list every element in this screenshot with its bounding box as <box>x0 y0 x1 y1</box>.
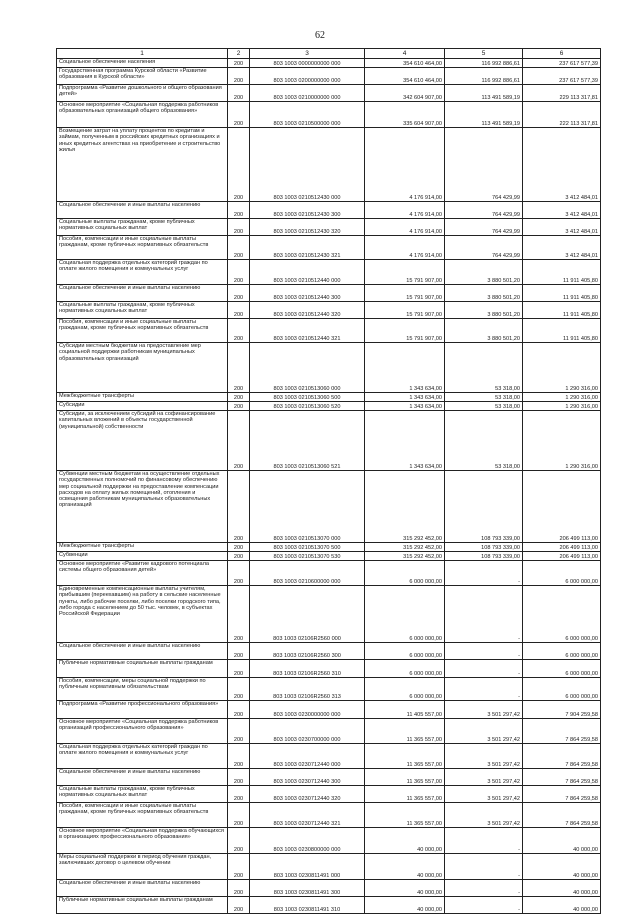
row-approved-amount-cell: 315 292 452,00 <box>365 471 445 543</box>
row-approved-amount-cell: 354 610 464,00 <box>365 59 445 68</box>
row-unexecuted-amount-cell: 7 904 259,58 <box>523 701 601 719</box>
row-admin-code-cell: 200 <box>228 85 250 102</box>
row-budget-code-cell: 803 1003 0210513070 000 <box>250 471 365 543</box>
row-approved-amount-cell: 354 610 464,00 <box>365 68 445 85</box>
row-name-cell: Субвенции <box>57 552 228 561</box>
row-name-cell: Социальная поддержка отдельных категорий граждан по оплате жилого помещения и коммунальных услуг <box>57 260 228 285</box>
row-name-cell: Пособия, компенсации, меры социальной поддержки по публичным нормативным обязательствам <box>57 678 228 701</box>
row-admin-code-cell: 200 <box>228 236 250 260</box>
row-budget-code-cell: 803 1003 0230712440 320 <box>250 786 365 803</box>
row-budget-code-cell: 803 1003 0230811491 310 <box>250 897 365 914</box>
table-row <box>57 786 601 803</box>
row-name-cell: Пособия, компенсации и иные социальные выплаты гражданам, кроме публичных нормативных обязательств <box>57 236 228 260</box>
row-approved-amount-cell: 11 365 557,00 <box>365 786 445 803</box>
row-name-cell: Субвенции местным бюджетам на осуществление отдельных государственных полномочий по финансовому обеспечению мер социальной поддержки на предоставление компенсации расходов на оплату жилых помещений, отопления и освещения работникам муниципальных образовательных организаций <box>57 471 228 543</box>
row-admin-code-cell: 200 <box>228 402 250 411</box>
row-admin-code-cell: 200 <box>228 343 250 393</box>
row-approved-amount-cell: 15 791 907,00 <box>365 319 445 343</box>
row-name-cell: Социальные выплаты гражданам, кроме публичных нормативных социальных выплат <box>57 302 228 319</box>
row-name-cell: Субсидии <box>57 402 228 411</box>
row-budget-code-cell: 803 1003 0210000000 000 <box>250 85 365 102</box>
row-name-cell: Социальное обеспечение и иные выплаты населению <box>57 285 228 302</box>
row-budget-code-cell: 803 1003 0210512440 321 <box>250 319 365 343</box>
row-budget-code-cell: 803 1003 0210513070 500 <box>250 543 365 552</box>
row-executed-amount-cell: 3 501 297,42 <box>445 769 523 786</box>
column-header: 2 <box>228 49 250 59</box>
row-approved-amount-cell: 1 343 634,00 <box>365 393 445 402</box>
row-budget-code-cell: 803 1003 0230712440 321 <box>250 803 365 828</box>
row-name-cell: Социальные выплаты гражданам, кроме публичных нормативных социальных выплат <box>57 786 228 803</box>
row-approved-amount-cell: 4 176 914,00 <box>365 236 445 260</box>
row-executed-amount-cell: 3 880 501,20 <box>445 260 523 285</box>
row-name-cell: Межбюджетные трансферты <box>57 393 228 402</box>
row-unexecuted-amount-cell: 237 617 577,39 <box>523 59 601 68</box>
row-approved-amount-cell: 4 176 914,00 <box>365 219 445 236</box>
row-admin-code-cell: 200 <box>228 68 250 85</box>
row-approved-amount-cell: 40 000,00 <box>365 897 445 914</box>
row-admin-code-cell: 200 <box>228 786 250 803</box>
row-unexecuted-amount-cell: 3 412 484,01 <box>523 219 601 236</box>
row-admin-code-cell: 200 <box>228 302 250 319</box>
table-row <box>57 543 601 552</box>
row-executed-amount-cell: 3 880 501,20 <box>445 302 523 319</box>
row-unexecuted-amount-cell: 222 113 317,81 <box>523 102 601 128</box>
row-executed-amount-cell: 116 992 886,61 <box>445 59 523 68</box>
table-row <box>57 393 601 402</box>
row-budget-code-cell: 803 1003 0210512430 320 <box>250 219 365 236</box>
row-executed-amount-cell: - <box>445 660 523 678</box>
column-header: 4 <box>365 49 445 59</box>
row-executed-amount-cell: 3 880 501,20 <box>445 319 523 343</box>
row-name-cell: Социальное обеспечение и иные выплаты населению <box>57 202 228 219</box>
row-name-cell: Основное мероприятие «Социальная поддержка работников образовательных организаций общего образования» <box>57 102 228 128</box>
row-name-cell: Пособия, компенсации и иные социальные выплаты гражданам, кроме публичных нормативных обязательств <box>57 319 228 343</box>
row-budget-code-cell: 803 1003 0210513060 521 <box>250 411 365 471</box>
row-approved-amount-cell: 40 000,00 <box>365 854 445 880</box>
table-row <box>57 319 601 343</box>
row-budget-code-cell: 803 1003 0210512430 321 <box>250 236 365 260</box>
row-name-cell: Социальное обеспечение и иные выплаты населению <box>57 880 228 897</box>
row-name-cell: Основное мероприятие «Развитие кадрового потенциала системы общего образования детей» <box>57 561 228 586</box>
row-admin-code-cell: 200 <box>228 803 250 828</box>
table-body <box>57 59 601 914</box>
row-approved-amount-cell: 342 604 907,00 <box>365 85 445 102</box>
row-admin-code-cell: 200 <box>228 128 250 202</box>
row-executed-amount-cell: 53 318,00 <box>445 402 523 411</box>
row-executed-amount-cell: 53 318,00 <box>445 393 523 402</box>
row-approved-amount-cell: 15 791 907,00 <box>365 285 445 302</box>
row-unexecuted-amount-cell: 1 290 316,00 <box>523 343 601 393</box>
row-admin-code-cell: 200 <box>228 59 250 68</box>
row-unexecuted-amount-cell: 206 499 113,00 <box>523 471 601 543</box>
row-unexecuted-amount-cell: 7 864 259,58 <box>523 786 601 803</box>
row-name-cell: Социальные выплаты гражданам, кроме публичных нормативных социальных выплат <box>57 219 228 236</box>
row-name-cell: Подпрограмма «Развитие профессионального образования» <box>57 701 228 719</box>
row-executed-amount-cell: 764 429,99 <box>445 219 523 236</box>
row-budget-code-cell: 803 1003 0230811491 000 <box>250 854 365 880</box>
row-admin-code-cell: 200 <box>228 393 250 402</box>
page-number: 62 <box>315 30 325 41</box>
row-admin-code-cell: 200 <box>228 854 250 880</box>
row-executed-amount-cell: 764 429,99 <box>445 128 523 202</box>
row-executed-amount-cell: 764 429,99 <box>445 202 523 219</box>
row-name-cell: Социальное обеспечение и иные выплаты населению <box>57 643 228 660</box>
row-admin-code-cell: 200 <box>228 543 250 552</box>
row-approved-amount-cell: 335 604 907,00 <box>365 102 445 128</box>
row-admin-code-cell: 200 <box>228 769 250 786</box>
table-row <box>57 561 601 586</box>
row-budget-code-cell: 803 1003 0230000000 000 <box>250 701 365 719</box>
row-executed-amount-cell: - <box>445 678 523 701</box>
row-admin-code-cell: 200 <box>228 561 250 586</box>
row-name-cell: Субсидии, за исключением субсидий на софинансирование капитальных вложений в объекты государственной (муниципальной) собственности <box>57 411 228 471</box>
row-admin-code-cell: 200 <box>228 202 250 219</box>
row-unexecuted-amount-cell: 6 000 000,00 <box>523 678 601 701</box>
row-executed-amount-cell: 108 793 339,00 <box>445 543 523 552</box>
row-approved-amount-cell: 1 343 634,00 <box>365 402 445 411</box>
row-executed-amount-cell: 3 501 297,42 <box>445 719 523 744</box>
column-header: 5 <box>445 49 523 59</box>
row-unexecuted-amount-cell: 40 000,00 <box>523 854 601 880</box>
row-executed-amount-cell: 113 491 589,19 <box>445 102 523 128</box>
row-approved-amount-cell: 11 365 557,00 <box>365 769 445 786</box>
row-admin-code-cell: 200 <box>228 586 250 643</box>
table-row <box>57 260 601 285</box>
budget-execution-table <box>56 48 601 914</box>
table-row <box>57 744 601 769</box>
row-unexecuted-amount-cell: 7 864 259,58 <box>523 744 601 769</box>
row-admin-code-cell: 200 <box>228 471 250 543</box>
table-row <box>57 85 601 102</box>
row-name-cell: Единовременные компенсационные выплаты учителям, прибывшим (переехавшим) на работу в сельские населенные пункты, либо рабочие поселки, либо поселки городского типа, либо города с населением до 50 тыс. человек, в субъектах Российской Федерации <box>57 586 228 643</box>
row-unexecuted-amount-cell: 7 864 259,58 <box>523 769 601 786</box>
row-admin-code-cell: 200 <box>228 897 250 914</box>
row-admin-code-cell: 200 <box>228 828 250 854</box>
row-budget-code-cell: 803 1003 0210513060 520 <box>250 402 365 411</box>
table-row <box>57 803 601 828</box>
table-header-row <box>57 49 601 59</box>
table-row <box>57 552 601 561</box>
row-approved-amount-cell: 1 343 634,00 <box>365 343 445 393</box>
row-admin-code-cell: 200 <box>228 678 250 701</box>
row-approved-amount-cell: 11 365 557,00 <box>365 803 445 828</box>
table-row <box>57 302 601 319</box>
table-row <box>57 828 601 854</box>
row-executed-amount-cell: 108 793 339,00 <box>445 471 523 543</box>
row-unexecuted-amount-cell: 206 499 113,00 <box>523 543 601 552</box>
row-budget-code-cell: 803 1003 0210513060 000 <box>250 343 365 393</box>
row-budget-code-cell: 803 1003 0210500000 000 <box>250 102 365 128</box>
row-approved-amount-cell: 4 176 914,00 <box>365 202 445 219</box>
row-executed-amount-cell: - <box>445 586 523 643</box>
row-admin-code-cell: 200 <box>228 701 250 719</box>
row-approved-amount-cell: 6 000 000,00 <box>365 660 445 678</box>
row-approved-amount-cell: 315 292 452,00 <box>365 552 445 561</box>
row-unexecuted-amount-cell: 1 290 316,00 <box>523 393 601 402</box>
row-admin-code-cell: 200 <box>228 880 250 897</box>
row-budget-code-cell: 803 1003 0210512430 300 <box>250 202 365 219</box>
table-row <box>57 236 601 260</box>
table-row <box>57 102 601 128</box>
row-approved-amount-cell: 6 000 000,00 <box>365 561 445 586</box>
row-name-cell: Публичные нормативные социальные выплаты гражданам <box>57 660 228 678</box>
table-row <box>57 854 601 880</box>
row-executed-amount-cell: - <box>445 561 523 586</box>
row-unexecuted-amount-cell: 1 290 316,00 <box>523 402 601 411</box>
row-executed-amount-cell: 764 429,99 <box>445 236 523 260</box>
row-approved-amount-cell: 15 791 907,00 <box>365 260 445 285</box>
row-budget-code-cell: 803 1003 0210512440 300 <box>250 285 365 302</box>
row-budget-code-cell: 803 1003 0000000000 000 <box>250 59 365 68</box>
row-unexecuted-amount-cell: 6 000 000,00 <box>523 586 601 643</box>
row-approved-amount-cell: 6 000 000,00 <box>365 586 445 643</box>
row-approved-amount-cell: 11 405 557,00 <box>365 701 445 719</box>
row-name-cell: Социальная поддержка отдельных категорий граждан по оплате жилого помещения и коммунальных услуг <box>57 744 228 769</box>
row-budget-code-cell: 803 1003 0210512430 000 <box>250 128 365 202</box>
row-unexecuted-amount-cell: 11 911 405,80 <box>523 319 601 343</box>
row-executed-amount-cell: 3 501 297,42 <box>445 744 523 769</box>
row-executed-amount-cell: 116 992 886,61 <box>445 68 523 85</box>
table-row <box>57 219 601 236</box>
row-budget-code-cell: 803 1003 0210513070 530 <box>250 552 365 561</box>
row-admin-code-cell: 200 <box>228 319 250 343</box>
row-executed-amount-cell: 3 880 501,20 <box>445 285 523 302</box>
row-executed-amount-cell: 113 491 589,19 <box>445 85 523 102</box>
table-row <box>57 402 601 411</box>
column-header: 6 <box>523 49 601 59</box>
row-name-cell: Публичные нормативные социальные выплаты гражданам <box>57 897 228 914</box>
row-executed-amount-cell: 108 793 339,00 <box>445 552 523 561</box>
table-row <box>57 471 601 543</box>
table-row <box>57 343 601 393</box>
row-executed-amount-cell: 53 318,00 <box>445 343 523 393</box>
row-unexecuted-amount-cell: 7 864 259,58 <box>523 719 601 744</box>
row-budget-code-cell: 803 1003 0230700000 000 <box>250 719 365 744</box>
row-unexecuted-amount-cell: 3 412 484,01 <box>523 236 601 260</box>
row-executed-amount-cell: - <box>445 854 523 880</box>
row-approved-amount-cell: 11 365 557,00 <box>365 744 445 769</box>
row-budget-code-cell: 803 1003 02106R2560 310 <box>250 660 365 678</box>
row-name-cell: Подпрограмма «Развитие дошкольного и общего образования детей» <box>57 85 228 102</box>
row-unexecuted-amount-cell: 3 412 484,01 <box>523 128 601 202</box>
table-row <box>57 719 601 744</box>
row-admin-code-cell: 200 <box>228 411 250 471</box>
row-name-cell: Межбюджетные трансферты <box>57 543 228 552</box>
table-row <box>57 880 601 897</box>
row-approved-amount-cell: 40 000,00 <box>365 828 445 854</box>
row-approved-amount-cell: 40 000,00 <box>365 880 445 897</box>
table-row <box>57 586 601 643</box>
row-budget-code-cell: 803 1003 0210512440 320 <box>250 302 365 319</box>
row-executed-amount-cell: 3 501 297,42 <box>445 701 523 719</box>
row-budget-code-cell: 803 1003 0230800000 000 <box>250 828 365 854</box>
row-admin-code-cell: 200 <box>228 719 250 744</box>
row-budget-code-cell: 803 1003 0230712440 000 <box>250 744 365 769</box>
row-admin-code-cell: 200 <box>228 219 250 236</box>
row-name-cell: Основное мероприятие «Социальная поддержка работников организаций профессионального образования» <box>57 719 228 744</box>
row-unexecuted-amount-cell: 3 412 484,01 <box>523 202 601 219</box>
row-unexecuted-amount-cell: 237 617 577,39 <box>523 68 601 85</box>
table-row <box>57 68 601 85</box>
row-approved-amount-cell: 4 176 914,00 <box>365 128 445 202</box>
row-approved-amount-cell: 6 000 000,00 <box>365 643 445 660</box>
row-budget-code-cell: 803 1003 0210600000 000 <box>250 561 365 586</box>
row-name-cell: Меры социальной поддержки в период обучения граждан, заключивших договор о целевом обучении <box>57 854 228 880</box>
row-name-cell: Государственная программа Курской области «Развитие образования в Курской области» <box>57 68 228 85</box>
row-budget-code-cell: 803 1003 02106R2560 313 <box>250 678 365 701</box>
row-unexecuted-amount-cell: 40 000,00 <box>523 828 601 854</box>
row-approved-amount-cell: 6 000 000,00 <box>365 678 445 701</box>
row-name-cell: Пособия, компенсации и иные социальные выплаты гражданам, кроме публичных нормативных обязательств <box>57 803 228 828</box>
row-name-cell: Основное мероприятие «Социальная поддержка обучающихся в организациях профессионального образования» <box>57 828 228 854</box>
row-unexecuted-amount-cell: 11 911 405,80 <box>523 260 601 285</box>
row-executed-amount-cell: - <box>445 897 523 914</box>
table-row <box>57 59 601 68</box>
table-row <box>57 202 601 219</box>
row-unexecuted-amount-cell: 6 000 000,00 <box>523 660 601 678</box>
row-unexecuted-amount-cell: 6 000 000,00 <box>523 561 601 586</box>
table-row <box>57 769 601 786</box>
row-admin-code-cell: 200 <box>228 643 250 660</box>
table-row <box>57 897 601 914</box>
row-unexecuted-amount-cell: 11 911 405,80 <box>523 285 601 302</box>
row-approved-amount-cell: 1 343 634,00 <box>365 411 445 471</box>
row-unexecuted-amount-cell: 6 000 000,00 <box>523 643 601 660</box>
row-approved-amount-cell: 315 292 452,00 <box>365 543 445 552</box>
row-admin-code-cell: 200 <box>228 285 250 302</box>
table-row <box>57 128 601 202</box>
row-admin-code-cell: 200 <box>228 744 250 769</box>
row-unexecuted-amount-cell: 229 113 317,81 <box>523 85 601 102</box>
row-admin-code-cell: 200 <box>228 102 250 128</box>
row-executed-amount-cell: 3 501 297,42 <box>445 786 523 803</box>
row-executed-amount-cell: - <box>445 828 523 854</box>
row-name-cell: Возмещение затрат на уплату процентов по кредитам и займам, полученным в российских кредитных организациях и иных кредитных агентствах на приобретение и строительство жилья <box>57 128 228 202</box>
row-approved-amount-cell: 11 365 557,00 <box>365 719 445 744</box>
row-unexecuted-amount-cell: 40 000,00 <box>523 897 601 914</box>
row-unexecuted-amount-cell: 40 000,00 <box>523 880 601 897</box>
row-unexecuted-amount-cell: 7 864 259,58 <box>523 803 601 828</box>
row-unexecuted-amount-cell: 1 290 316,00 <box>523 411 601 471</box>
row-approved-amount-cell: 15 791 907,00 <box>365 302 445 319</box>
row-name-cell: Субсидии местным бюджетам на предоставление мер социальной поддержки работникам муниципальных образовательных организаций <box>57 343 228 393</box>
table-row <box>57 701 601 719</box>
row-name-cell: Социальное обеспечение населения <box>57 59 228 68</box>
table-row <box>57 411 601 471</box>
row-admin-code-cell: 200 <box>228 660 250 678</box>
row-name-cell: Социальное обеспечение и иные выплаты населению <box>57 769 228 786</box>
table-row <box>57 660 601 678</box>
row-admin-code-cell: 200 <box>228 260 250 285</box>
row-budget-code-cell: 803 1003 02106R2560 000 <box>250 586 365 643</box>
row-admin-code-cell: 200 <box>228 552 250 561</box>
row-executed-amount-cell: - <box>445 880 523 897</box>
table-row <box>57 643 601 660</box>
row-unexecuted-amount-cell: 11 911 405,80 <box>523 302 601 319</box>
row-executed-amount-cell: - <box>445 643 523 660</box>
row-executed-amount-cell: 53 318,00 <box>445 411 523 471</box>
row-budget-code-cell: 803 1003 0230811491 300 <box>250 880 365 897</box>
row-budget-code-cell: 803 1003 02106R2560 300 <box>250 643 365 660</box>
row-budget-code-cell: 803 1003 0230712440 300 <box>250 769 365 786</box>
row-executed-amount-cell: 3 501 297,42 <box>445 803 523 828</box>
row-budget-code-cell: 803 1003 0200000000 000 <box>250 68 365 85</box>
row-budget-code-cell: 803 1003 0210512440 000 <box>250 260 365 285</box>
row-budget-code-cell: 803 1003 0210513060 500 <box>250 393 365 402</box>
row-unexecuted-amount-cell: 206 499 113,00 <box>523 552 601 561</box>
table-row <box>57 678 601 701</box>
column-header: 3 <box>250 49 365 59</box>
column-header: 1 <box>57 49 228 59</box>
table-row <box>57 285 601 302</box>
